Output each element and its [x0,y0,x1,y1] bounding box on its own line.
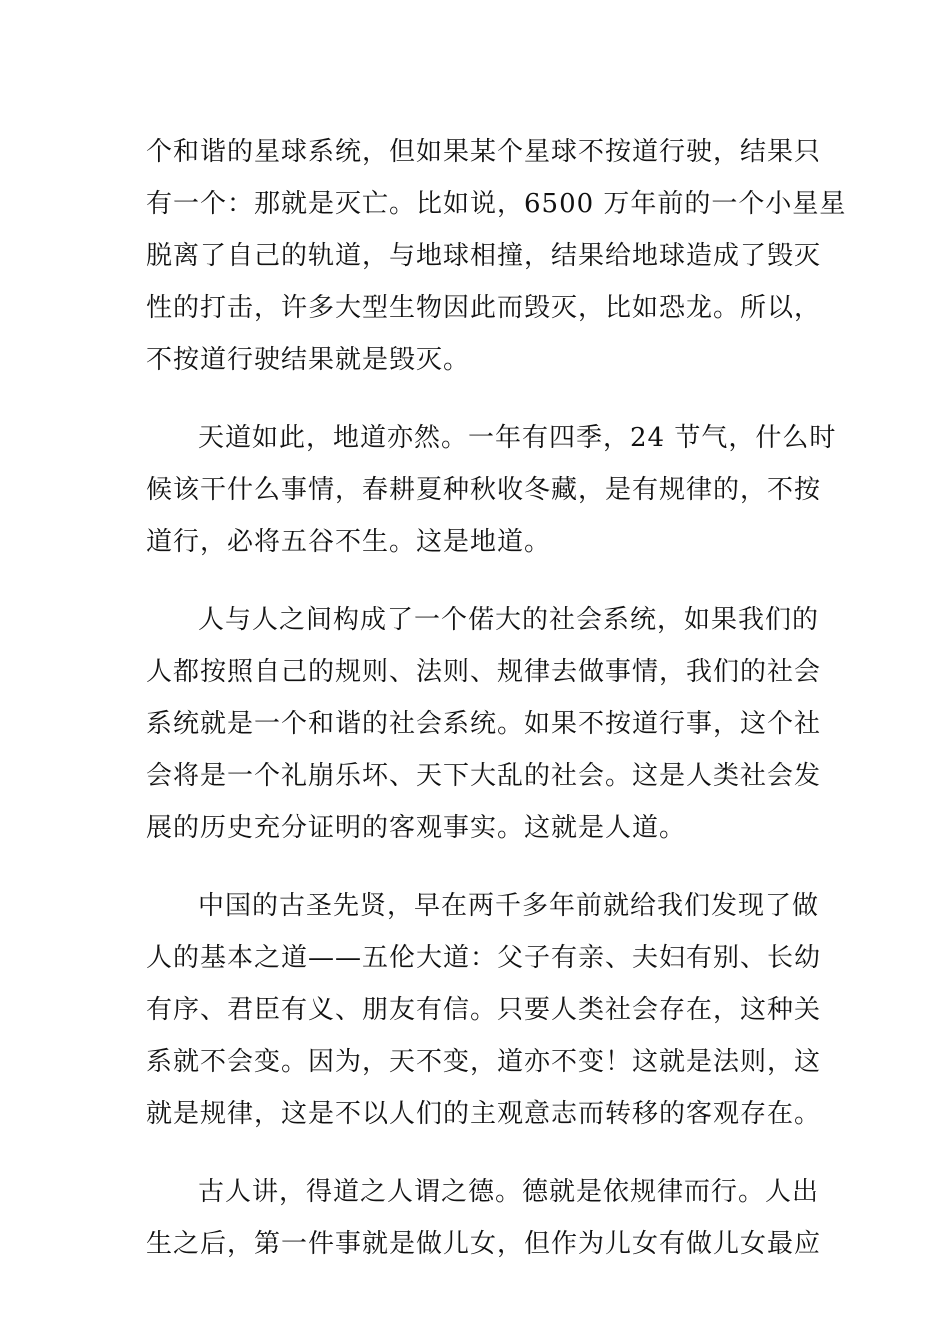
text-line: 有序、君臣有义、朋友有信。只要人类社会存在，这种关 [146,995,822,1025]
text-line: 脱离了自己的轨道，与地球相撞，结果给地球造成了毁灭 [146,241,822,271]
paragraph-gap [146,568,791,594]
text-line: 性的打击，许多大型生物因此而毁灭，比如恐龙。所以， [146,293,822,323]
text-line: 不按道行驶结果就是毁灭。 [146,345,471,375]
text-line: 有一个：那就是灭亡。比如说，6500 万年前的一个小星星 [146,189,847,219]
paragraph-gap [146,386,791,412]
paragraph-gap [146,1140,791,1166]
text-line: 展的历史充分证明的客观事实。这就是人道。 [146,813,687,843]
text-line: 个和谐的星球系统，但如果某个星球不按道行驶，结果只 [146,137,822,167]
paragraph-4 [146,880,822,1140]
document-body [146,126,847,1270]
text-line: 系就不会变。因为，天不变，道亦不变！这就是法则，这 [146,1047,822,1077]
paragraph-2 [146,412,837,568]
text-line: 天道如此，地道亦然。一年有四季，24 节气，什么时 [198,423,837,453]
paragraph-1 [146,126,847,386]
paragraph-3 [146,594,822,854]
text-line: 人都按照自己的规则、法则、规律去做事情，我们的社会 [146,657,822,687]
paragraph-gap [146,854,791,880]
paragraph-5 [146,1166,822,1270]
text-line: 生之后，第一件事就是做儿女，但作为儿女有做儿女最应 [146,1229,822,1259]
text-line: 候该干什么事情，春耕夏种秋收冬藏，是有规律的，不按 [146,475,822,505]
text-line: 古人讲，得道之人谓之德。德就是依规律而行。人出 [198,1177,820,1207]
text-line: 道行，必将五谷不生。这是地道。 [146,527,552,557]
text-line: 人的基本之道——五伦大道：父子有亲、夫妇有别、长幼 [146,943,822,973]
text-line: 系统就是一个和谐的社会系统。如果不按道行事，这个社 [146,709,822,739]
text-line: 人与人之间构成了一个偌大的社会系统，如果我们的 [198,605,820,635]
text-line: 中国的古圣先贤，早在两千多年前就给我们发现了做 [198,891,820,921]
text-line: 会将是一个礼崩乐坏、天下大乱的社会。这是人类社会发 [146,761,822,791]
text-line: 就是规律，这是不以人们的主观意志而转移的客观存在。 [146,1099,822,1129]
